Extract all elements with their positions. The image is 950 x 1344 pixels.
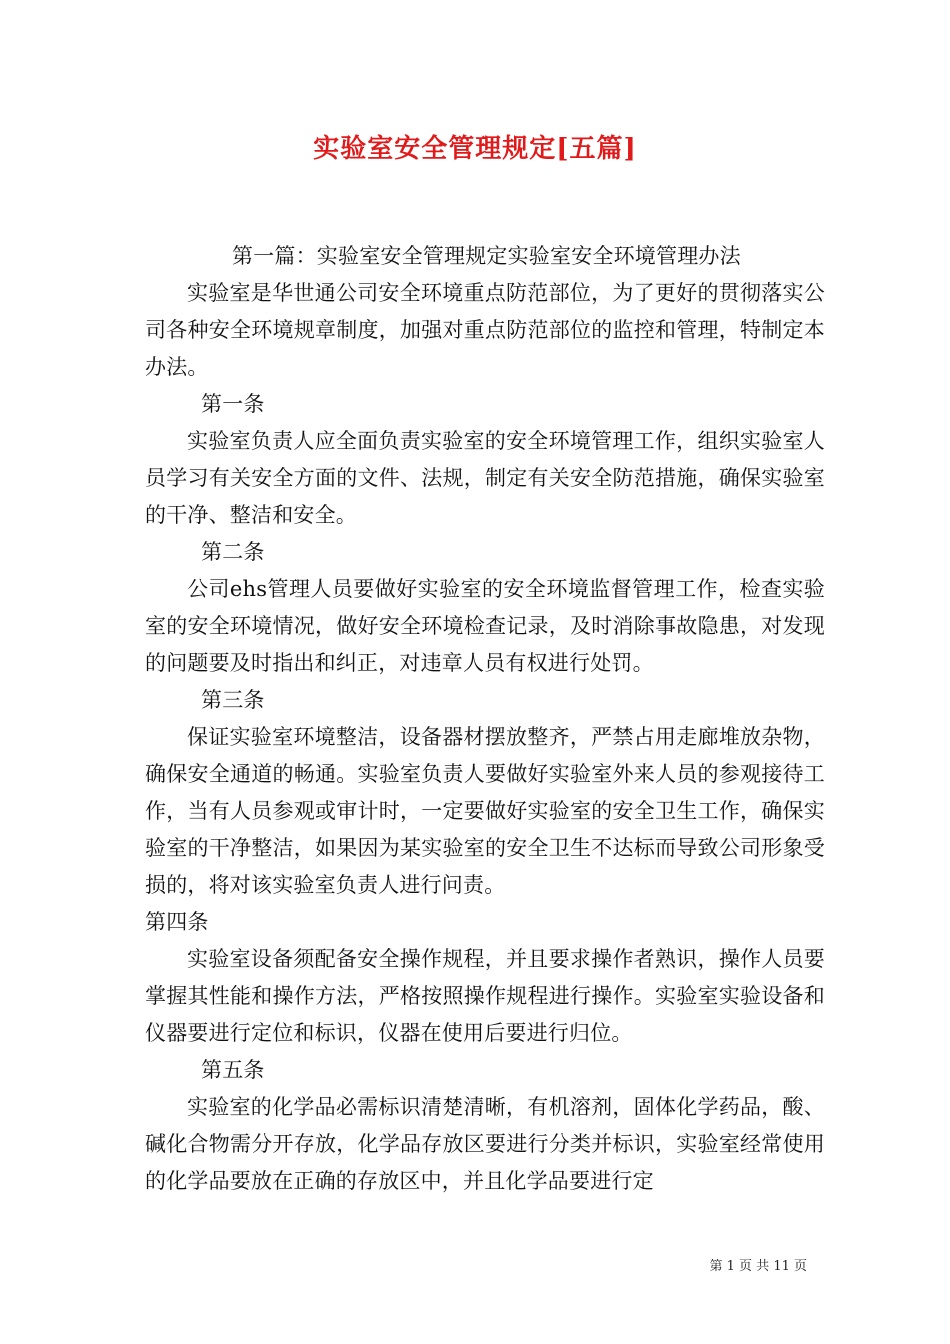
article-heading-3: 第三条 [201, 688, 265, 712]
article-heading-2: 第二条 [201, 540, 265, 564]
intro-paragraph: 实验室是华世通公司安全环境重点防范部位，为了更好的贯彻落实公司各种安全环境规章制度，加强对重点防范部位的监控和管理，特制定本办法。 [145, 281, 825, 379]
page-number: 第 1 页 共 11 页 [709, 1259, 807, 1274]
article-heading-5: 第五条 [201, 1058, 265, 1082]
article-text-1: 实验室负责人应全面负责实验室的安全环境管理工作，组织实验室人员学习有关安全方面的文件、法规，制定有关安全防范措施，确保实验室的干净、整洁和安全。 [145, 429, 825, 527]
article-text-4: 实验室设备须配备安全操作规程，并且要求操作者熟识，操作人员要掌握其性能和操作方法，严格按照操作规程进行操作。实验室实验设备和仪器要进行定位和标识，仪器在使用后要进行归位。 [145, 947, 825, 1045]
article-text-3: 保证实验室环境整洁，设备器材摆放整齐，严禁占用走廊堆放杂物，确保安全通道的畅通。实验室负责人要做好实验室外来人员的参观接待工作，当有人员参观或审计时，一定要做好实验室的安全卫生工作，确保实验室的干净整洁，如果因为某实验室的安全卫生不达标而导致公司形象受损的，将对该实验室负责人进行问责。 [145, 725, 825, 897]
article-heading-4: 第四条 [145, 910, 209, 934]
section-subtitle: 第一篇：实验室安全管理规定实验室安全环境管理办法 [232, 244, 741, 268]
article-heading-1: 第一条 [201, 392, 265, 416]
article-text-2: 公司ehs管理人员要做好实验室的安全环境监督管理工作，检查实验室的安全环境情况，做好安全环境检查记录，及时消除事故隐患，对发现的问题要及时指出和纠正，对违章人员有权进行处罚。 [145, 577, 825, 675]
document-title: 实验室安全管理规定[五篇] [313, 134, 637, 164]
document-body [145, 238, 825, 1200]
article-text-5: 实验室的化学品必需标识清楚清晰，有机溶剂，固体化学药品，酸、碱化合物需分开存放，化学品存放区要进行分类并标识，实验室经常使用的化学品要放在正确的存放区中，并且化学品要进行定 [145, 1095, 825, 1193]
